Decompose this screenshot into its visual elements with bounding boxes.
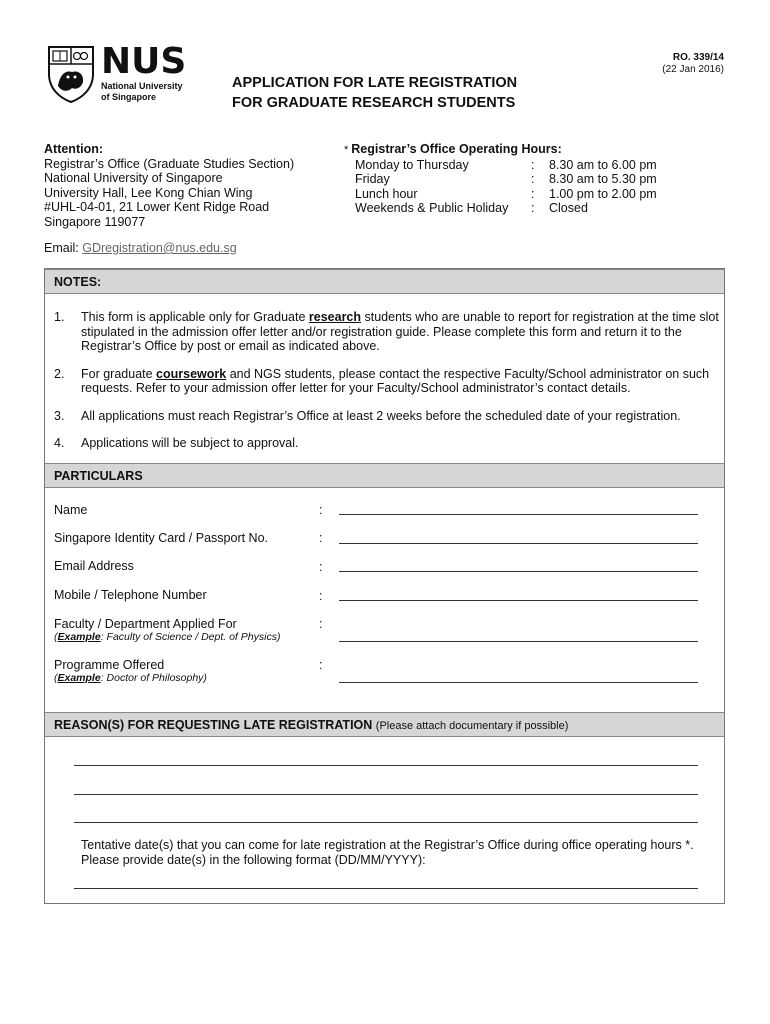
hours-table: [355, 158, 657, 216]
example-label: Example: [57, 672, 101, 684]
programme-field[interactable]: [339, 682, 698, 683]
notes-heading: NOTES:: [54, 275, 102, 289]
particulars-heading: PARTICULARS: [54, 469, 143, 483]
logo-line-2: of Singapore: [101, 92, 157, 102]
hours-heading: Registrar’s Office Operating Hours:: [351, 142, 562, 156]
nus-crest-icon: [46, 44, 96, 104]
note-item: [54, 409, 719, 424]
faculty-field[interactable]: [339, 641, 698, 642]
form-reference: [662, 52, 724, 76]
hours-colon: :: [531, 157, 535, 172]
hours-colon: :: [531, 186, 535, 201]
note-text: and NGS students, please contact the respective Faculty/School administrator on such requests. Refer to your admission offer letter for your Faculty/School administrator’s contact details.: [81, 366, 710, 395]
id-passport-field[interactable]: [339, 543, 698, 544]
logo-line-1: National University: [101, 81, 183, 91]
form-frame: [44, 268, 725, 904]
page-title: [232, 73, 517, 113]
email-address-label: Email Address: [54, 559, 134, 573]
hours-row: [355, 187, 657, 202]
hours-time: 8.30 am to 6.00 pm: [549, 157, 657, 172]
hours-row: [355, 201, 657, 216]
note-text: This form is applicable only for Graduate: [81, 310, 309, 324]
note-number: 1.: [54, 310, 65, 324]
reasons-header: [45, 712, 724, 737]
note-item: [54, 310, 719, 354]
note-number: 4.: [54, 436, 65, 450]
example-text: : Doctor of Philosophy): [100, 672, 207, 684]
field-colon: :: [319, 617, 323, 631]
hours-day: Friday: [355, 172, 390, 186]
faculty-example: (Example: Faculty of Science / Dept. of Physics): [54, 631, 281, 643]
reason-line-1[interactable]: [74, 765, 698, 766]
field-colon: :: [319, 589, 323, 603]
note-number: 2.: [54, 366, 65, 381]
hours-time: 1.00 pm to 2.00 pm: [549, 186, 657, 201]
note-item: [54, 436, 719, 451]
field-colon: :: [319, 560, 323, 574]
email-address-field[interactable]: [339, 571, 698, 572]
hours-colon: :: [531, 172, 535, 186]
note-text: Applications will be subject to approval.: [81, 436, 299, 450]
form-code: RO. 339/14: [672, 52, 724, 63]
note-emphasis: coursework: [156, 366, 227, 381]
tentative-dates-text: Tentative date(s) that you can come for late registration at the Registrar’s Office during office operating hours *. Please provide date(s) in the following format (DD/MM/YYYY):: [81, 838, 694, 867]
field-colon: :: [319, 503, 323, 517]
attention-line: Registrar’s Office (Graduate Studies Section): [44, 156, 295, 171]
id-passport-label: Singapore Identity Card / Passport No.: [54, 531, 269, 545]
name-field[interactable]: [339, 514, 698, 515]
tentative-dates-field[interactable]: [74, 888, 698, 889]
note-text: students who are unable to report for registration at the time slot stipulated in the admission offer letter and/or registration guide. Please complete this form and return it to the Registrar’s Office by post or email as indicated above.: [81, 310, 719, 353]
hours-row: [355, 158, 657, 173]
note-number: 3.: [54, 408, 65, 423]
programme-block: [54, 658, 207, 684]
example-label: Example: [57, 631, 101, 643]
programme-example: (Example: Doctor of Philosophy): [54, 672, 207, 684]
attention-block: [44, 142, 294, 229]
note-emphasis: research: [308, 310, 362, 324]
example-text: : Faculty of Science / Dept. of Physics): [100, 631, 281, 643]
title-line-1: APPLICATION FOR LATE REGISTRATION: [232, 75, 518, 91]
notes-list: [54, 310, 719, 451]
asterisk-mark: *: [344, 144, 349, 156]
field-colon: :: [319, 531, 323, 545]
attention-line: National University of Singapore: [44, 171, 223, 185]
operating-hours: [344, 142, 657, 216]
note-text: For graduate: [81, 366, 157, 381]
name-label: Name: [54, 503, 88, 517]
email-link[interactable]: GDregistration@nus.edu.sg: [82, 241, 237, 255]
attention-line: Singapore 119077: [44, 214, 146, 229]
notes-header: [45, 269, 724, 294]
form-date: (22 Jan 2016): [662, 64, 724, 75]
reasons-heading: REASON(S) FOR REQUESTING LATE REGISTRATION: [54, 718, 373, 732]
faculty-block: [54, 617, 280, 643]
hours-row: [355, 172, 657, 187]
attention-line: #UHL-04-01, 21 Lower Kent Ridge Road: [44, 200, 270, 214]
attention-line: University Hall, Lee Kong Chian Wing: [44, 185, 253, 200]
nus-logo: [46, 41, 196, 104]
attention-heading: Attention:: [44, 142, 104, 156]
reasons-note: (Please attach documentary if possible): [375, 720, 569, 732]
faculty-label: Faculty / Department Applied For: [54, 617, 237, 631]
reason-line-3[interactable]: [74, 822, 698, 823]
note-item: [54, 367, 719, 396]
hours-day: Weekends & Public Holiday: [355, 201, 509, 215]
reason-line-2[interactable]: [74, 794, 698, 795]
title-line-2: FOR GRADUATE RESEARCH STUDENTS: [232, 95, 516, 111]
programme-label: Programme Offered: [54, 658, 165, 672]
hours-time: 8.30 am to 5.30 pm: [549, 172, 657, 186]
hours-colon: :: [531, 201, 535, 215]
hours-day: Monday to Thursday: [355, 157, 469, 172]
particulars-header: [45, 463, 724, 488]
phone-field[interactable]: [339, 600, 698, 601]
email-label: Email:: [44, 241, 79, 255]
note-text: All applications must reach Registrar’s Office at least 2 weeks before the scheduled date of your registration.: [81, 408, 681, 423]
phone-label: Mobile / Telephone Number: [54, 588, 207, 602]
field-colon: :: [319, 658, 323, 672]
logo-brand: NUS: [101, 41, 187, 82]
hours-day: Lunch hour: [355, 186, 418, 201]
hours-time: Closed: [549, 201, 588, 215]
contact-email: [44, 241, 237, 255]
